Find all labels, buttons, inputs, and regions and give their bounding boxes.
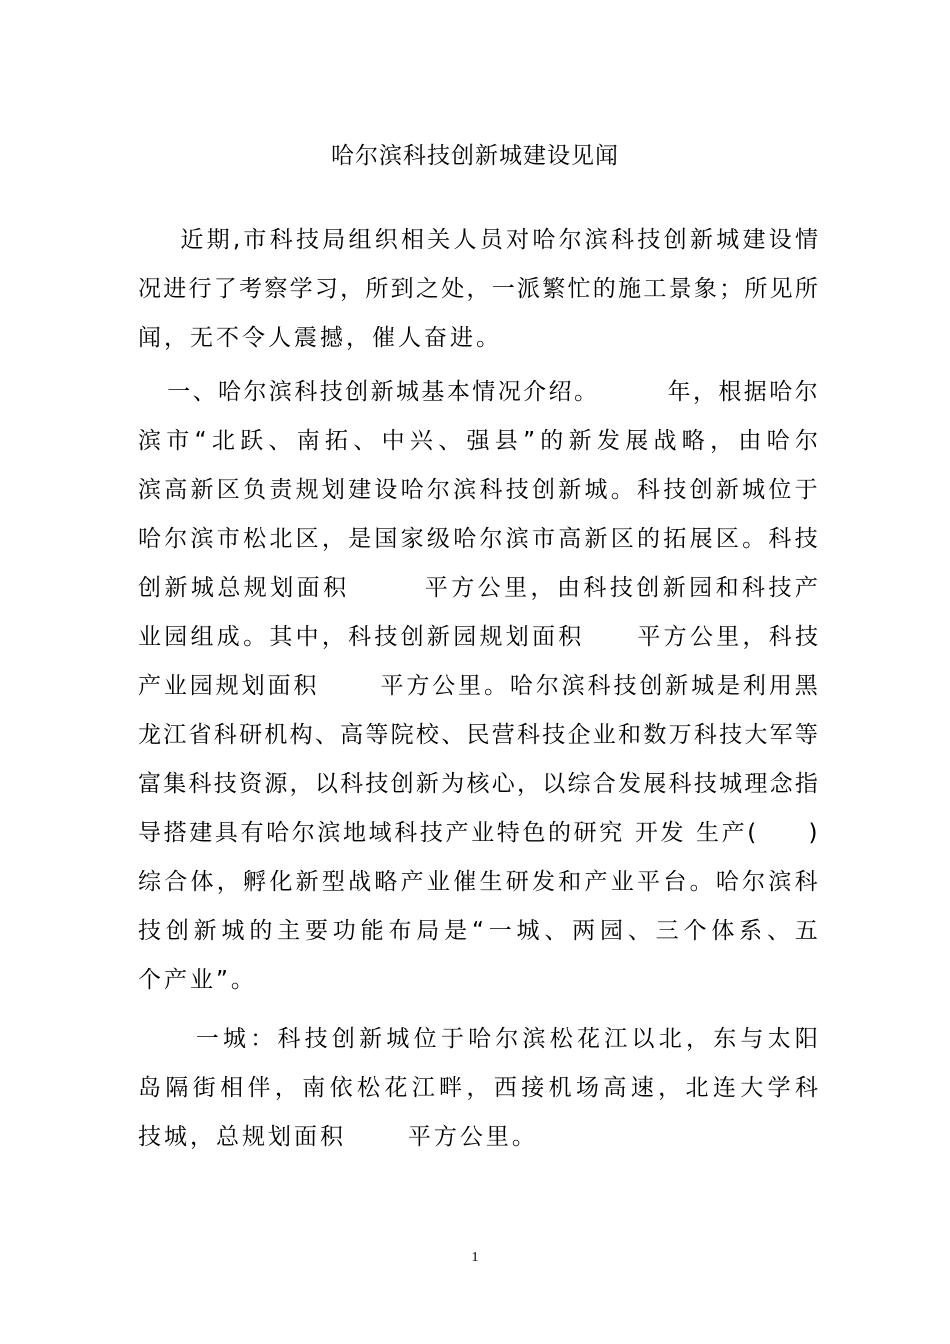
paragraph-line: 滨 高 新 区 负 责 规 划 建 设 哈 尔 滨 科 技 创 新 城 。 科 技 创 新 城 位 于 — [138, 477, 818, 503]
paragraph-line: 龙 江 省 科 研 机 构 、 高 等 院 校 、 民 营 科 技 企 业 和 数 万 科 技 大 军 等 — [138, 722, 818, 748]
paragraph-line: 岛 隔 街 相 伴 ， 南 依 松 花 江 畔 ， 西 接 机 场 高 速 ， 北 连 大 学 科 — [138, 1075, 818, 1101]
paragraph-line: 创 新 城 总 规 划 面 积 平 方 公 里 ， 由 科 技 创 新 园 和 科 技 产 — [138, 575, 818, 601]
paragraph-line: 富 集 科 技 资 源 ， 以 科 技 创 新 为 核 心 ， 以 综 合 发 展 科 技 城 理 念 指 — [138, 771, 818, 797]
paragraph-line: 近 期 , 市 科 技 局 组 织 相 关 人 员 对 哈 尔 滨 科 技 创 新 城 建 设 情 — [180, 227, 818, 253]
paragraph-line: 技城，总规划面积 平方公里。 — [138, 1124, 538, 1150]
paragraph-line: 技 创 新 城 的 主 要 功 能 布 局 是 “ 一 城 、 两 园 、 三 个 体 系 、 五 — [138, 918, 818, 944]
paragraph-line: 滨 市 “ 北 跃 、 南 拓 、 中 兴 、 强 县 ” 的 新 发 展 战 略 ， 由 哈 尔 — [138, 428, 818, 454]
paragraph-line: 哈 尔 滨 市 松 北 区 ， 是 国 家 级 哈 尔 滨 市 高 新 区 的 拓 展 区 。 科 技 — [138, 526, 818, 552]
document-title: 哈尔滨科技创新城建设见闻 — [331, 143, 619, 169]
paragraph-line: 综 合 体 ， 孵 化 新 型 战 略 产 业 催 生 研 发 和 产 业 平 台 。 哈 尔 滨 科 — [138, 869, 818, 895]
page-number: 1 — [471, 1250, 479, 1265]
paragraph-line: 导 搭 建 具 有 哈 尔 滨 地 域 科 技 产 业 特 色 的 研 究 开 发 生 产 ( ) — [138, 820, 818, 846]
paragraph-line: 一 城 ： 科 技 创 新 城 位 于 哈 尔 滨 松 花 江 以 北 ， 东 与 太 阳 — [195, 1026, 818, 1052]
paragraph-line: 业 园 组 成 。 其 中 ， 科 技 创 新 园 规 划 面 积 平 方 公 里 ， 科 技 — [138, 624, 818, 650]
paragraph-line: 一 、 哈 尔 滨 科 技 创 新 城 基 本 情 况 介 绍 。 年 ， 根 据 哈 尔 — [167, 379, 818, 405]
paragraph-line: 闻，无不令人震撼，催人奋进。 — [138, 325, 502, 351]
paragraph-line: 个产业”。 — [138, 967, 257, 993]
paragraph-line: 况 进 行 了 考 察 学 习 ， 所 到 之 处 ， 一 派 繁 忙 的 施 工 景 象 ； 所 见 所 — [138, 276, 818, 302]
paragraph-line: 产 业 园 规 划 面 积 平 方 公 里 。 哈 尔 滨 科 技 创 新 城 是 利 用 黑 — [138, 673, 818, 699]
